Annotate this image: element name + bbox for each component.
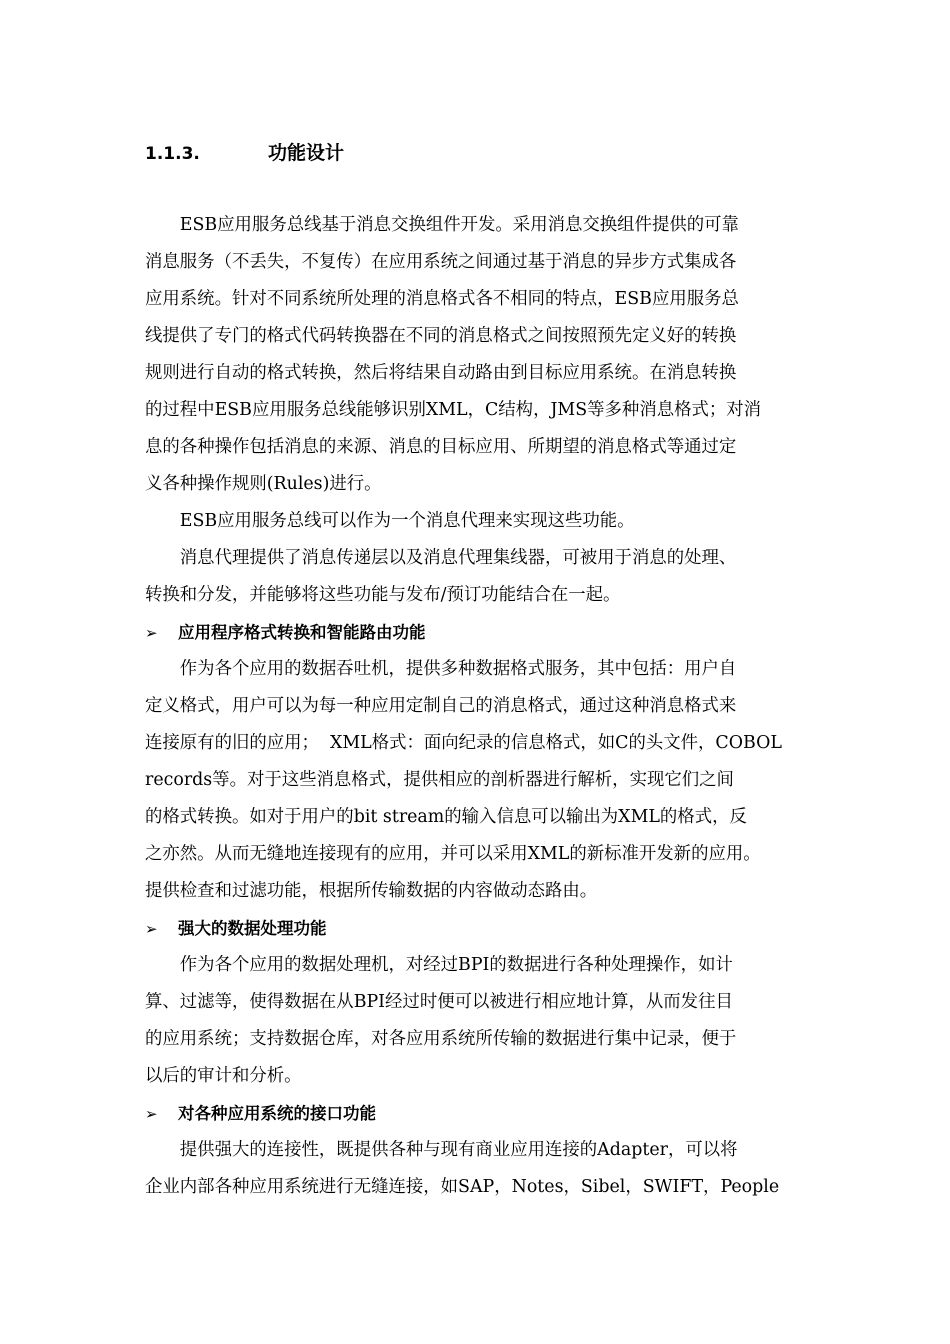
- bullet-heading: [145, 910, 805, 947]
- paragraph-line: 的格式转换。如对于用户的bit stream的输入信息可以输出为XML的格式，反: [145, 807, 747, 827]
- paragraph-line: 连接原有的旧的应用； XML格式：面向纪录的信息格式，如C的头文件，COBOL: [145, 733, 782, 753]
- paragraph-line: 消息代理提供了消息传递层以及消息代理集线器，可被用于消息的处理、: [145, 548, 737, 568]
- section-heading: [145, 136, 344, 170]
- body-text: [145, 207, 805, 1206]
- bullet-heading: [145, 1095, 805, 1132]
- bullet-heading: [145, 614, 805, 651]
- paragraph-line: 息的各种操作包括消息的来源、消息的目标应用、所期望的消息格式等通过定: [145, 437, 737, 457]
- paragraph-line: 定义格式，用户可以为每一种应用定制自己的消息格式，通过这种消息格式来: [145, 696, 737, 716]
- paragraph-line: 提供检查和过滤功能，根据所传输数据的内容做动态路由。: [145, 881, 598, 901]
- paragraph-line: 提供强大的连接性，既提供各种与现有商业应用连接的Adapter，可以将: [145, 1140, 738, 1160]
- bullet-title: 对各种应用系统的接口功能: [178, 1104, 376, 1123]
- paragraph-line: 作为各个应用的数据吞吐机，提供多种数据格式服务，其中包括：用户自: [145, 659, 737, 679]
- arrow-bullet-icon: ➢: [145, 624, 158, 642]
- paragraph-line: 转换和分发，并能够将这些功能与发布/预订功能结合在一起。: [145, 585, 621, 605]
- bullet-title: 应用程序格式转换和智能路由功能: [178, 623, 426, 642]
- paragraph-line: 应用系统。针对不同系统所处理的消息格式各不相同的特点，ESB应用服务总: [145, 289, 739, 309]
- paragraph-line: 消息服务（不丢失，不复传）在应用系统之间通过基于消息的异步方式集成各: [145, 252, 737, 272]
- paragraph-line: ESB应用服务总线可以作为一个消息代理来实现这些功能。: [145, 511, 635, 531]
- paragraph-line: 义各种操作规则(Rules)进行。: [145, 474, 382, 494]
- section-number: 1.1.3.: [145, 144, 200, 164]
- paragraph-line: records等。对于这些消息格式，提供相应的剖析器进行解析，实现它们之间: [145, 770, 734, 790]
- paragraph-line: 的过程中ESB应用服务总线能够识别XML，C结构，JMS等多种消息格式；对消: [145, 400, 762, 420]
- paragraph-line: 线提供了专门的格式代码转换器在不同的消息格式之间按照预先定义好的转换: [145, 326, 737, 346]
- arrow-bullet-icon: ➢: [145, 920, 158, 938]
- paragraph-line: 企业内部各种应用系统进行无缝连接，如SAP，Notes，Sibel，SWIFT，People: [145, 1177, 780, 1197]
- paragraph-line: 作为各个应用的数据处理机，对经过BPI的数据进行各种处理操作，如计: [145, 955, 733, 975]
- paragraph-line: 规则进行自动的格式转换，然后将结果自动路由到目标应用系统。在消息转换: [145, 363, 737, 383]
- paragraph-line: 之亦然。从而无缝地连接现有的应用，并可以采用XML的新标准开发新的应用。: [145, 844, 761, 864]
- section-title: 功能设计: [268, 142, 345, 164]
- paragraph-line: 算、过滤等，使得数据在从BPI经过时便可以被进行相应地计算，从而发往目: [145, 992, 733, 1012]
- arrow-bullet-icon: ➢: [145, 1105, 158, 1123]
- paragraph-line: ESB应用服务总线基于消息交换组件开发。采用消息交换组件提供的可靠: [145, 215, 739, 235]
- paragraph-line: 以后的审计和分析。: [145, 1066, 302, 1086]
- bullet-title: 强大的数据处理功能: [178, 919, 327, 938]
- paragraph-line: 的应用系统；支持数据仓库，对各应用系统所传输的数据进行集中记录，便于: [145, 1029, 737, 1049]
